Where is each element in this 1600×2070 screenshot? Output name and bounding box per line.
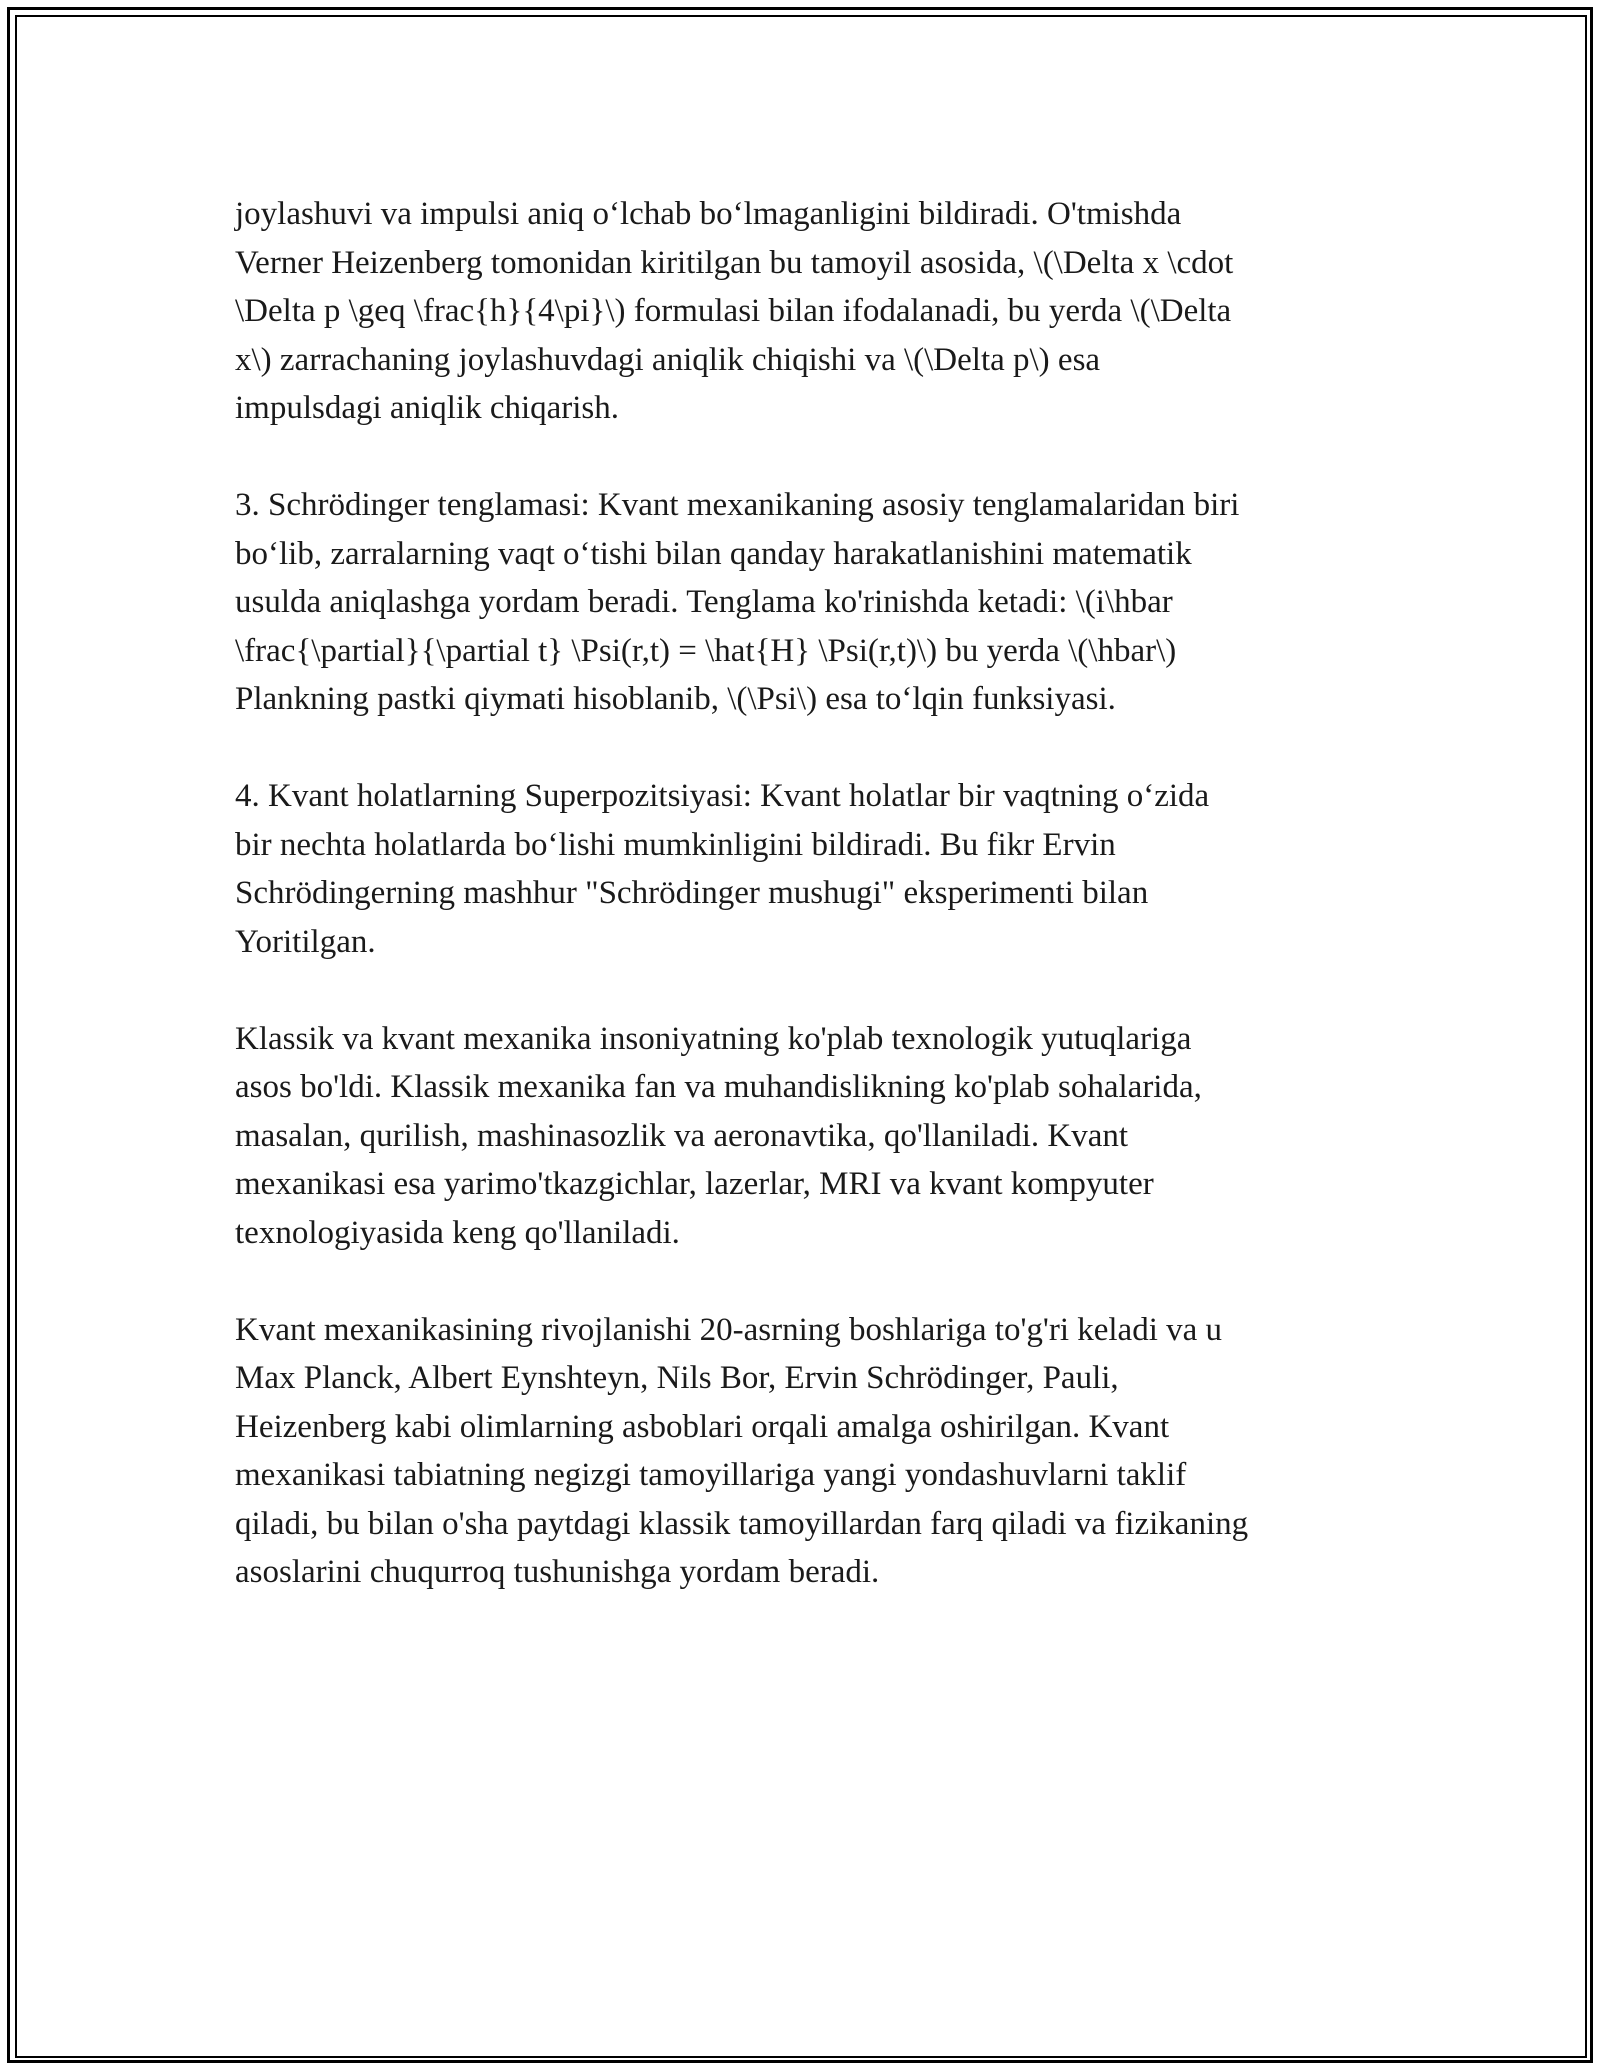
paragraph-superposition: 4. Kvant holatlarning Superpozitsiyasi: Kvant holatlar bir vaqtning o‘zida bir nechta holatlarda bo‘lishi mumkinligini bildiradi. Bu fikr Ervin Schrödingerning mashhur "Schrödinger mushugi" eksperimenti bilan Yoritilgan. [235, 778, 1210, 960]
paragraph-applications: Klassik va kvant mexanika insoniyatning ko'plab texnologik yutuqlariga asos bo'ldi. Klassik mexanika fan va muhandislikning ko'plab sohalarida, masalan, qurilish, mashinasozlik va aeronavtika, qo'llaniladi. Kvant mexanikasi esa yarimo'tkazgichlar, lazerlar, MRI va kvant kompyuter texnologiyasida keng qo'llaniladi. [235, 1020, 1202, 1251]
paragraph-uncertainty-continued: joylashuvi va impulsi aniq o‘lchab bo‘lmaganligini bildiradi. O'tmishda Verner Heizenberg tomonidan kiritilgan bu tamoyil asosida, \(\Delta x \cdot \Delta p \geq \frac{h}{4\pi}\) formulasi bilan ifodalanadi, bu yerda \(\Delta x\) zarrachaning joylashuvdagi aniqlik chiqishi va \(\Delta p\) esa impulsdagi aniqlik chiqarish. [235, 196, 1234, 426]
paragraph-history: Kvant mexanikasining rivojlanishi 20-asrning boshlariga to'g'ri keladi va u Max Planck, Albert Eynshteyn, Nils Bor, Ervin Schrödinger, Pauli, Heizenberg kabi olimlarning asboblari orqali amalga oshirilgan. Kvant mexanikasi tabiatning negizgi tamoyillariga yangi yondashuvlarni taklif qiladi, bu bilan o'sha paytdagi klassik tamoyillardan farq qiladi va fizikaning asoslarini chuqurroq tushunishga yordam beradi. [235, 1311, 1249, 1590]
document-body [235, 190, 1375, 1645]
paragraph-schrodinger-equation: 3. Schrödinger tenglamasi: Kvant mexanikaning asosiy tenglamalaridan biri bo‘lib, zarralarning vaqt o‘tishi bilan qanday harakatlanishini matematik usulda aniqlashga yordam beradi. Tenglama ko'rinishda ketadi: \(i\hbar \frac{\partial}{\partial t} \Psi(r,t) = \hat{H} \Psi(r,t)\) bu yerda \(\hbar\) Plankning pastki qiymati hisoblanib, \(\Psi\) esa to‘lqin funksiyasi. [235, 487, 1240, 717]
